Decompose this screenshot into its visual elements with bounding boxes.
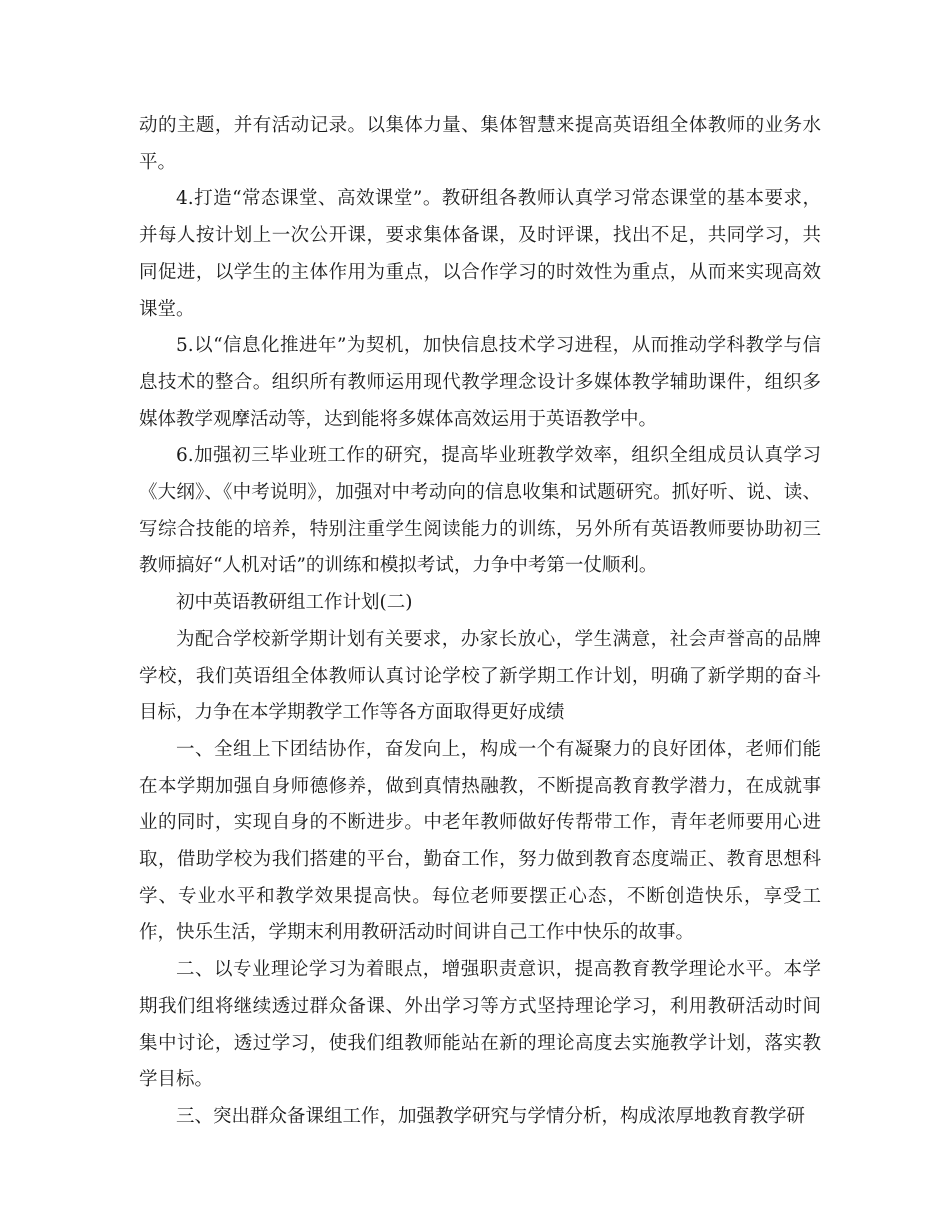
paragraph-item-4: 4.打造“常态课堂、高效课堂”。教研组各教师认真学习常态课堂的基本要求，并每人按计划上一次公开课，要求集体备课，及时评课，找出不足，共同学习，共同促进，以学生的主体作用为重点，以合作学习的时效性为重点，从而来实现高效课堂。 (139, 188, 821, 320)
document-body (139, 108, 821, 1136)
paragraph-intro: 为配合学校新学期计划有关要求，办家长放心，学生满意，社会声誉高的品牌学校，我们英语组全体教师认真讨论学校了新学期工作计划，明确了新学期的奋斗目标，力争在本学期教学工作等各方面取得更好成绩 (139, 628, 821, 724)
paragraph-item-5: 5.以“信息化推进年”为契机，加快信息技术学习进程，从而推动学科教学与信息技术的整合。组织所有教师运用现代教学理念设计多媒体教学辅助课件，组织多媒体教学观摩活动等，达到能将多媒体高效运用于英语教学中。 (139, 335, 821, 430)
paragraph-point-1: 一、全组上下团结协作，奋发向上，构成一个有凝聚力的良好团体，老师们能在本学期加强自身师德修养，做到真情热融教，不断提高教育教学潜力，在成就事业的同时，实现自身的不断进步。中老年教师做好传帮带工作，青年老师要用心进取，借助学校为我们搭建的平台，勤奋工作，努力做到教育态度端正、教育思想科学、专业水平和教学效果提高快。每位老师要摆正心态，不断创造快乐，享受工作，快乐生活，学期末利用教研活动时间讲自己工作中快乐的故事。 (139, 738, 821, 944)
paragraph-point-3: 三、突出群众备课组工作，加强教学研究与学情分析，构成浓厚地教育教学研 (176, 1105, 806, 1127)
paragraph-item-6: 6.加强初三毕业班工作的研究，提高毕业班教学效率，组织全组成员认真学习《大纲》、《中考说明》，加强对中考动向的信息收集和试题研究。抓好听、说、读、写综合技能的培养，特别注重学生阅读能力的训练，另外所有英语教师要协助初三教师搞好“人机对话”的训练和模拟考试，力争中考第一仗顺利。 (139, 445, 821, 577)
paragraph-continuation: 动的主题，并有活动记录。以集体力量、集体智慧来提高英语组全体教师的业务水平。 (139, 115, 821, 173)
section-heading: 初中英语教研组工作计划(二) (176, 592, 413, 614)
paragraph-point-2: 二、以专业理论学习为着眼点，增强职责意识，提高教育教学理论水平。本学期我们组将继续透过群众备课、外出学习等方式坚持理论学习，利用教研活动时间集中讨论，透过学习，使我们组教师能站在新的理论高度去实施教学计划，落实教学目标。 (139, 959, 821, 1091)
